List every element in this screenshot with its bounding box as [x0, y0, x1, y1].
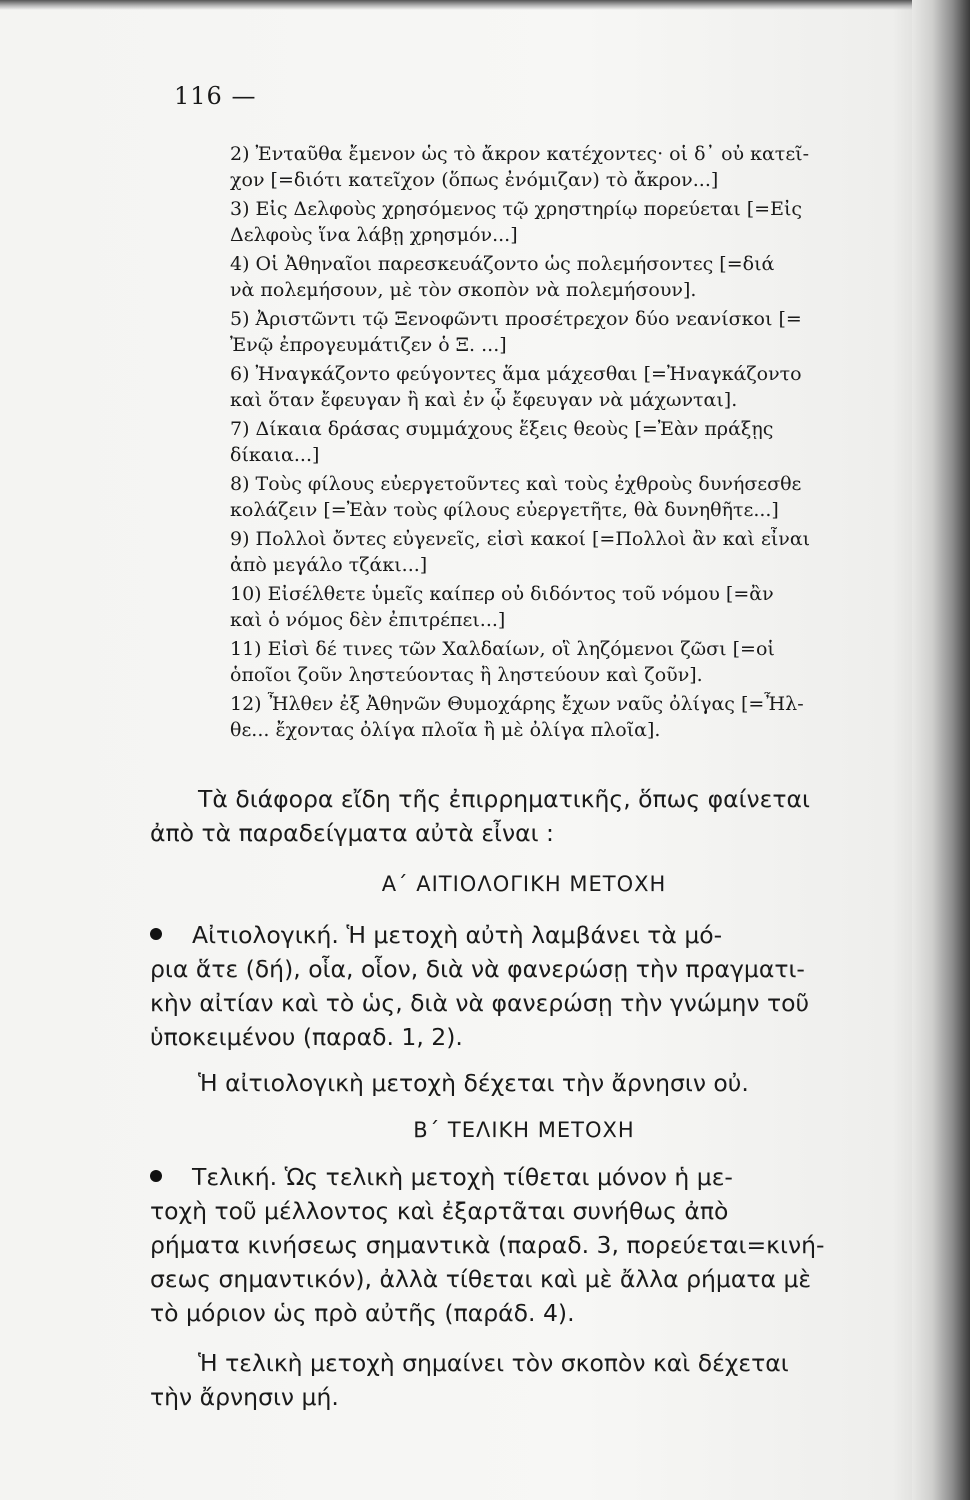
example-line: ἀπὸ μεγάλο τζάκι...]	[230, 553, 428, 576]
example-line: 8) Τοὺς φίλους εὐεργετοῦντες καὶ τοὺς ἐχθροὺς δυνήσεσθε	[230, 473, 802, 495]
intro-line: Τὰ διάφορα εἴδη τῆς ἐπιρρηματικῆς, ὅπως φαίνεται	[198, 785, 810, 813]
example-item	[230, 637, 898, 688]
example-item	[230, 692, 898, 743]
example-line: καὶ ὁ νόμος δὲν ἐπιτρέπει...]	[230, 608, 506, 631]
section-b-line: Τελική. Ὡς τελικὴ μετοχὴ τίθεται μόνον ἡ με-	[192, 1163, 733, 1191]
section-b-heading: Β΄ ΤΕΛΙΚΗ ΜΕΤΟΧΗ	[413, 1118, 635, 1142]
intro-line: ἀπὸ τὰ παραδείγματα αὐτὰ εἶναι :	[150, 819, 554, 847]
intro-paragraph	[150, 782, 898, 850]
example-line: 5) Ἀριστῶντι τῷ Ξενοφῶντι προσέτρεχον δύο νεανίσκοι [=	[230, 308, 802, 330]
section-b-negation-line: τὴν ἄρνησιν μή.	[150, 1383, 339, 1411]
section-a-line: ὑποκειμένου (παραδ. 1, 2).	[150, 1023, 463, 1051]
example-line: 9) Πολλοὶ ὄντες εὐγενεῖς, εἰσὶ κακοί [=Πολλοὶ ἂν καὶ εἶναι	[230, 528, 811, 550]
section-b-negation-line: Ἡ τελικὴ μετοχὴ σημαίνει τὸν σκοπὸν καὶ δέχεται	[198, 1349, 789, 1377]
section-b-line: ρήματα κινήσεως σημαντικὰ (παραδ. 3, πορεύεται=κινή-	[150, 1231, 825, 1259]
section-a-negation	[150, 1066, 898, 1100]
section-a-paragraph	[150, 918, 898, 1054]
example-item	[230, 197, 898, 248]
section-b-paragraph	[150, 1160, 898, 1330]
section-b-negation	[150, 1346, 898, 1414]
example-line: Δελφοὺς ἵνα λάβῃ χρησμόν...]	[230, 223, 518, 246]
example-line: κολάζειν [=Ἐὰν τοὺς φίλους εὐεργετῆτε, θὰ δυνηθῆτε...]	[230, 498, 779, 521]
example-item	[230, 252, 898, 303]
section-b-line: τὸ μόριον ὡς πρὸ αὐτῆς (παράδ. 4).	[150, 1299, 575, 1327]
section-a-negation-line: Ἡ αἰτιολογικὴ μετοχὴ δέχεται τὴν ἄρνησιν οὐ.	[198, 1069, 749, 1097]
example-item	[230, 307, 898, 358]
example-item	[230, 362, 898, 413]
example-line: 6) Ἠναγκάζοντο φεύγοντες ἅμα μάχεσθαι [=Ἠναγκάζοντο	[230, 363, 802, 385]
example-line: νὰ πολεμήσουν, μὲ τὸν σκοπὸν νὰ πολεμήσουν].	[230, 278, 697, 301]
example-line: χον [=διότι κατεῖχον (ὅπως ἐνόμιζαν) τὸ ἄκρον...]	[230, 168, 719, 191]
example-line: 4) Οἱ Ἀθηναῖοι παρεσκευάζοντο ὡς πολεμήσοντες [=διά	[230, 253, 775, 275]
section-a-line: κὴν αἰτίαν καὶ τὸ ὡς, διὰ νὰ φανερώσῃ τὴν γνώμην τοῦ	[150, 989, 810, 1017]
example-line: 2) Ἐνταῦθα ἔμενον ὡς τὸ ἄκρον κατέχοντες· οἱ δ᾽ οὐ κατεῖ-	[230, 143, 810, 165]
example-item	[230, 582, 898, 633]
example-line: 10) Εἰσέλθετε ὑμεῖς καίπερ οὐ διδόντος τοῦ νόμου [=ἂν	[230, 583, 774, 605]
example-line: 3) Εἰς Δελφοὺς χρησόμενος τῷ χρηστηρίῳ πορεύεται [=Εἰς	[230, 198, 803, 220]
example-line: καὶ ὅταν ἔφευγαν ἢ καὶ ἐν ᾧ ἔφευγαν νὰ μάχωνται].	[230, 388, 738, 411]
example-line: ὁποῖοι ζοῦν ληστεύοντας ἢ ληστεύουν καὶ ζοῦν].	[230, 663, 703, 686]
example-line: 11) Εἰσὶ δέ τινες τῶν Χαλδαίων, οἳ ληζόμενοι ζῶσι [=οἱ	[230, 638, 775, 660]
example-line: δίκαια...]	[230, 443, 320, 466]
examples-list	[230, 142, 898, 751]
section-a-line: ρια ἅτε (δή), οἷα, οἷον, διὰ νὰ φανερώσῃ τὴν πραγματι-	[150, 955, 805, 983]
example-item	[230, 142, 898, 193]
section-b-line: σεως σημαντικόν), ἀλλὰ τίθεται καὶ μὲ ἄλλα ρήματα μὲ	[150, 1265, 812, 1293]
section-a-line: Αἰτιολογική. Ἡ μετοχὴ αὐτὴ λαμβάνει τὰ μό-	[192, 921, 723, 949]
book-spine-shadow	[912, 0, 970, 1500]
bullet-icon	[150, 928, 162, 940]
example-item	[230, 527, 898, 578]
example-item	[230, 472, 898, 523]
example-line: Ἐνῷ ἐπρογευμάτιζεν ὁ Ξ. ...]	[230, 333, 507, 356]
section-a-heading: Α΄ ΑΙΤΙΟΛΟΓΙΚΗ ΜΕΤΟΧΗ	[381, 872, 667, 896]
bullet-icon	[150, 1170, 162, 1182]
example-line: 7) Δίκαια δράσας συμμάχους ἕξεις θεοὺς [=Ἐὰν πράξῃς	[230, 418, 774, 440]
page-number: 116 —	[174, 82, 257, 110]
page-top-edge	[0, 0, 970, 10]
section-b-line: τοχὴ τοῦ μέλλοντος καὶ ἐξαρτᾶται συνήθως ἀπὸ	[150, 1197, 729, 1225]
example-line: 12) Ἦλθεν ἐξ Ἀθηνῶν Θυμοχάρης ἔχων ναῦς ὀλίγας [=Ἦλ-	[230, 693, 804, 715]
example-item	[230, 417, 898, 468]
example-line: θε... ἔχοντας ὀλίγα πλοῖα ἢ μὲ ὀλίγα πλοῖα].	[230, 718, 661, 741]
